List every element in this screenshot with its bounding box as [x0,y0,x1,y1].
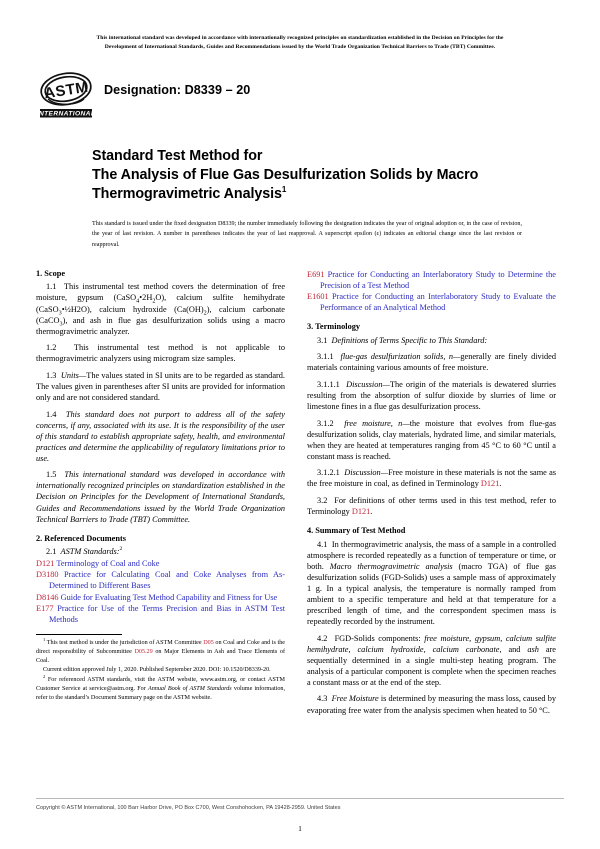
para-text: The values stated in SI units are to be regarded as standard. The values given in parentheses after SI units are provided for information only and are not considered standard. [36,370,285,402]
list-item[interactable] [307,291,556,313]
para-number: 1.3 [46,370,57,380]
para-1-3 [36,370,285,403]
para-text: FGD-Solids components: [334,633,425,643]
title-line-3 [92,185,564,204]
reference-code[interactable]: D3180 [36,570,59,580]
designation-row [36,69,564,123]
subcommittee-link[interactable]: D05.29 [134,648,153,655]
para-number: 3.1.2 [317,418,334,428]
para-text: The origin of the materials is dewatered slurries resulting from the absorption of sulfur dioxide by slurries of lime or limestone fines in a flue gas desulfurization process. [307,379,556,411]
para-term: ash [527,644,539,654]
para-term: free moisture, n— [344,418,410,428]
para-number: 3.1.2.1 [317,468,340,478]
para-term: Discussion— [346,379,390,389]
referenced-documents-list [36,558,285,624]
para-term: Macro thermogravimetric analysis [329,561,453,571]
reference-title[interactable]: Practice for Conducting an Interlaboratory Study to Determine the Precision of a Test Method [320,269,556,290]
para-4-2 [307,633,556,688]
section-heading-scope: 1. Scope [36,268,66,278]
para-text: are sequentially determined in a single multi-step heating program. The analysis of a particular component is complete when the specimen reaches a constant mass or at the end of the step. [307,644,556,687]
reference-code[interactable]: D8146 [36,592,59,602]
para-number: 3.1 [317,335,328,345]
para-3-1-1-1 [307,379,556,412]
svg-text:INTERNATIONAL: INTERNATIONAL [36,110,96,118]
title-line-1: Standard Test Method for [92,148,263,165]
subscript: 2 [203,309,207,317]
para-number: 1.1 [46,282,57,292]
tbt-banner [40,34,560,52]
reference-link[interactable]: D121 [351,506,371,516]
section-heading-terminology: 3. Terminology [307,322,361,332]
para-1-2 [36,342,285,364]
right-column [307,268,556,716]
para-text: •½H2O), calcium hydroxide (Ca(OH) [61,304,204,314]
footnote-text: This test method is under the jurisdiction of ASTM Committee [46,639,204,646]
para-text: . [499,479,502,489]
para-2-1 [36,546,285,557]
para-text: the moisture that evolves from flue-gas desulfurization solids, clay materials, hydrated lime, and similar materials, when they are heated at temperatures ranging from 45 °C to 60 °C until a constant mass is reached. [307,418,556,461]
para-number: 1.4 [46,409,57,419]
para-number: 4.3 [317,694,328,704]
page-footer [36,798,564,811]
para-text: , and [499,644,528,654]
footnotes [36,636,286,704]
para-number: 1.5 [46,470,57,480]
subscript: 4 [136,298,140,306]
para-term: Units— [60,370,87,380]
reference-link[interactable]: D121 [480,479,500,489]
committee-link[interactable]: D05 [203,639,214,646]
footnote-marker: 2 [119,546,123,553]
para-term: Free Moisture [331,694,379,704]
para-text: . [370,506,373,516]
page-number: 1 [298,824,302,833]
para-term: Discussion— [344,468,389,478]
tbt-banner-line1: This international standard was developed in accordance with internationally recognized principles on standardization established in the Decision on Principles for the [96,35,504,41]
para-number: 3.1.1 [317,352,334,362]
para-text: ), and ash in flue gas desulfurization solids using a macro thermogravimetric analyzer. [36,315,285,336]
list-item[interactable] [307,269,556,291]
para-text: This instrumental test method is not applicable to thermogravimetric analyzers using microgram size samples. [36,343,286,364]
para-3-1-2 [307,418,556,462]
para-number: 2.1 [46,547,57,557]
left-column [36,268,285,716]
footnote-text: volume information, refer to the standard’s Document Summary page on the ASTM website. [36,685,286,702]
tbt-banner-line2: Development of International Standards, Guides and Recommendations issued by the World Trade Organization Technical Barriers to Trade (TBT) Committee. [104,44,496,51]
para-text: ), calcium carbonate (CaCO [36,304,285,325]
para-text: This international standard was developed in accordance with internationally recognized principles on standardization established in the Decision on Principles for the Development of International Standards, Guides and Recommendations issued by the World Trade Organization Technical Barriers to Trade (TBT) Committee. [36,470,285,524]
para-text: is determined by measuring the mass loss, caused by evaporating free water from the analysis specimen when heated to 50 °C. [307,694,556,715]
para-4-1 [307,539,556,628]
footnote-1 [36,636,286,667]
list-item[interactable] [36,603,285,625]
para-3-1-2-1 [307,467,556,489]
para-3-2 [307,495,556,517]
footnote-marker: 2 [43,673,46,679]
list-item[interactable] [36,569,285,591]
para-text: •2H [139,293,153,303]
para-text: O), calcium sulfite hemihydrate (CaSO [36,293,285,314]
para-number: 4.2 [317,633,328,643]
subscript: 2 [152,298,156,306]
footnote-italic: Annual Book of ASTM Standards [147,685,232,692]
section-heading-referenced-documents: 2. Referenced Documents [36,533,126,543]
para-term: ASTM Standards: [60,547,120,557]
para-3-1 [307,335,556,346]
para-3-1-1 [307,351,556,373]
para-text: For definitions of other terms used in this test method, refer to Terminology [307,495,556,516]
referenced-documents-list-continued [307,269,556,313]
para-term: free moisture, gypsum, calcium sulfite hemihydrate, calcium hydroxide, calcium carbonate [307,633,556,654]
para-text: generally are finely divided materials containing various amounts of free moisture. [307,352,556,373]
para-1-4 [36,409,285,464]
footnote-text: on Major Elements in Ash and Trace Elements of Coal. [36,648,285,665]
body-columns [36,268,564,716]
para-text: Free moisture in these materials is not the same as the free moisture in coal, as defined in Terminology [307,468,556,489]
reference-code[interactable]: E691 [307,269,325,279]
title-line-3-text: Thermogravimetric Analysis [92,186,282,203]
para-1-5 [36,469,285,524]
title-footnote-marker: 1 [281,185,287,195]
reference-title[interactable]: Practice for Conducting an Interlaboratory Study to Evaluate the Performance of an Analytical Method [320,291,556,312]
footer-divider [36,798,564,799]
section-heading-summary: 4. Summary of Test Method [307,526,406,536]
copyright-notice: Copyright © ASTM International, 100 Barr Harbor Drive, PO Box C700, West Conshohocken, PA 19428-2959. United States [36,805,341,811]
list-item[interactable] [36,592,285,603]
footnote-text: on Coal and Coke and is the direct responsibility of Subcommittee [36,639,286,655]
subscript: 3 [58,309,62,317]
para-number: 3.1.1.1 [317,379,340,389]
document-title [92,147,564,204]
para-number: 1.2 [46,343,57,353]
para-text: (macro TGA) of flue gas desulfurization solids (FGD-Solids) uses a sample mass of approximately 1 g. In a typical analysis, the temperature is normally ramped from ambient to a specific temperature and held at that temperature for a prescribed length of time, and the correspondent specimen mass is repeatedly recorded by the instrument. [307,561,557,627]
para-term: flue-gas desulfurization solids, n— [340,352,461,362]
reference-code[interactable]: D121 [36,559,55,569]
para-text: In thermogravimetric analysis, the mass of a sample in a controlled atmosphere is recorded repeatedly as a function of temperature or time, or both. [307,539,557,571]
list-item[interactable] [36,558,285,569]
footnote-1-edition: Current edition approved July 1, 2020. Published September 2020. DOI: 10.1520/D8339-20. [43,667,271,674]
reference-code[interactable]: E177 [36,603,54,613]
astm-logo-icon [36,69,96,121]
subscript: 3 [59,320,63,328]
para-number: 3.2 [317,495,328,505]
para-number: 4.1 [317,539,328,549]
issue-note: This standard is issued under the fixed designation D8339; the number immediately following the designation indicates the year of original adoption or, in the case of revision, the year of last revision. A number in parentheses indicates the year of last reapproval. A superscript epsilon (ε) indicates an editorial change since the last revision or reapproval. [92,221,522,248]
footnote-divider [36,634,122,635]
para-text: This standard does not purport to address all of the safety concerns, if any, associated with its use. It is the responsibility of the user of this standard to establish appropriate safety, health, and environmental practices and determine the applicability of regulatory limitations prior to use. [36,409,285,463]
reference-title[interactable]: Guide for Evaluating Test Method Capability and Fitness for Use [60,592,278,602]
para-text: This instrumental test method covers the determination of free moisture, gypsum (CaSO [36,282,285,303]
title-line-2: The Analysis of Flue Gas Desulfurization Solids by Macro [92,167,479,184]
footnote-text: For referenced ASTM standards, visit the ASTM website, www.astm.org, or contact ASTM Customer Service at service@astm.org. For [36,676,285,692]
reference-title[interactable]: Practice for Calculating Coal and Coke Analyses from As-Determined to Different Bases [49,570,285,591]
reference-title[interactable]: Practice for Use of the Terms Precision and Bias in ASTM Test Methods [49,603,286,624]
para-4-3 [307,693,556,715]
para-1-1 [36,281,285,336]
para-term: Definitions of Terms Specific to This Standard: [331,335,488,345]
svg-text:ASTM: ASTM [43,78,90,103]
reference-code[interactable]: E1601 [307,291,329,301]
footnote-marker: 1 [43,636,46,642]
designation-label: Designation: D8339 – 20 [104,83,251,98]
footnote-2 [36,673,286,704]
reference-title[interactable]: Terminology of Coal and Coke [56,559,160,569]
